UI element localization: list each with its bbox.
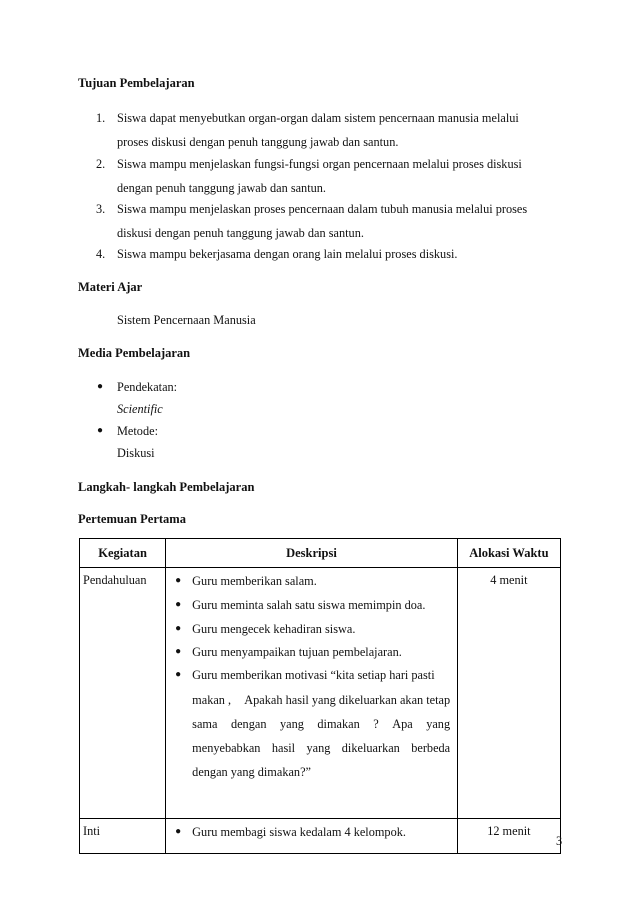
motivasi-word: sama <box>192 717 218 731</box>
motivasi-word: hasil <box>271 741 296 755</box>
motivasi-word: dikeluarkan <box>341 741 400 755</box>
kegiatan-cell <box>80 819 166 854</box>
pertemuan-heading: Pertemuan Pertama <box>78 512 186 526</box>
motivasi-word: yang <box>306 741 331 755</box>
motivasi-word: yang <box>279 717 304 731</box>
alokasi-inti: 12 menit <box>487 824 531 838</box>
kegiatan-pendahuluan: Pendahuluan <box>83 573 147 587</box>
motivasi-word: dengan <box>230 717 267 731</box>
tujuan-item-1-line-2: proses diskusi dengan penuh tanggung jawab dan santun. <box>117 135 399 149</box>
materi-content: Sistem Pencernaan Manusia <box>117 313 256 327</box>
alokasi-pendahuluan: 4 menit <box>490 573 528 587</box>
motivasi-word: menyebabkan <box>192 741 261 755</box>
table-row <box>80 568 561 819</box>
table-row <box>80 819 561 854</box>
motivasi-line-2 <box>192 693 450 708</box>
tujuan-item-1-line-1: Siswa dapat menyebutkan organ-organ dalam sistem pencernaan manusia melalui <box>117 111 519 125</box>
tujuan-item-3-line-1: Siswa mampu menjelaskan proses pencernaan dalam tubuh manusia melalui proses <box>117 202 528 216</box>
motivasi-word: dimakan <box>317 717 360 731</box>
media-item-2-label: Metode: <box>117 424 158 438</box>
bullet-icon: ● <box>175 826 182 837</box>
header-alokasi-waktu: Alokasi Waktu <box>457 539 560 568</box>
deskripsi-inti-bullet-1: Guru membagi siswa kedalam 4 kelompok. <box>192 825 406 839</box>
motivasi-word: yang <box>426 717 451 731</box>
header-kegiatan: Kegiatan <box>80 539 166 568</box>
tujuan-item-2-number: 2. <box>96 157 106 171</box>
media-item-1-value: Scientific <box>117 402 163 416</box>
header-deskripsi: Deskripsi <box>166 539 458 568</box>
tujuan-item-2-line-1: Siswa mampu menjelaskan fungsi-fungsi organ pencernaan melalui proses diskusi <box>117 157 522 171</box>
deskripsi-bullet-2: Guru meminta salah satu siswa memimpin doa. <box>192 598 426 612</box>
kegiatan-inti: Inti <box>83 824 101 838</box>
deskripsi-bullet-3: Guru mengecek kehadiran siswa. <box>192 622 356 636</box>
tujuan-item-3-line-2: diskusi dengan penuh tanggung jawab dan santun. <box>117 226 364 240</box>
deskripsi-bullet-1: Guru memberikan salam. <box>192 574 317 588</box>
deskripsi-bullet-4: Guru menyampaikan tujuan pembelajaran. <box>192 645 402 659</box>
bullet-icon: ● <box>175 669 182 680</box>
motivasi-word: Apa <box>392 717 413 731</box>
tujuan-item-3-number: 3. <box>96 202 106 216</box>
table-header-row <box>80 539 561 568</box>
alokasi-cell <box>457 819 563 854</box>
langkah-heading: Langkah- langkah Pembelajaran <box>78 480 255 494</box>
bullet-icon: ● <box>175 646 182 657</box>
bullet-icon: ● <box>97 425 104 436</box>
media-item-2-value: Diskusi <box>117 446 155 460</box>
bullet-icon: ● <box>175 575 182 586</box>
deskripsi-cell <box>166 819 458 854</box>
motivasi-line-3 <box>192 717 450 732</box>
tujuan-item-2-line-2: dengan penuh tanggung jawab dan santun. <box>117 181 326 195</box>
motivasi-line-4 <box>192 741 450 756</box>
tujuan-item-1-number: 1. <box>96 111 106 125</box>
media-item-1-label: Pendekatan: <box>117 380 178 394</box>
tujuan-item-4-number: 4. <box>96 247 106 261</box>
deskripsi-cell <box>166 568 458 819</box>
media-heading: Media Pembelajaran <box>78 346 191 360</box>
tujuan-heading: Tujuan Pembelajaran <box>78 76 195 90</box>
motivasi-word: Apakah hasil yang dikeluarkan akan tetap <box>244 693 451 707</box>
bullet-icon: ● <box>175 599 182 610</box>
motivasi-line-5: dengan yang dimakan?” <box>192 765 311 779</box>
motivasi-word: berbeda <box>411 741 451 755</box>
tujuan-item-4-line-1: Siswa mampu bekerjasama dengan orang lain melalui proses diskusi. <box>117 247 458 261</box>
materi-heading: Materi Ajar <box>78 280 143 294</box>
motivasi-word: ? <box>373 717 379 731</box>
bullet-icon: ● <box>175 623 182 634</box>
kegiatan-cell <box>80 568 166 819</box>
page-number: 3 <box>556 834 563 848</box>
alokasi-cell <box>457 568 560 819</box>
lesson-plan-table <box>79 538 561 854</box>
motivasi-word: makan , <box>192 693 232 707</box>
motivasi-line-1: Guru memberikan motivasi “kita setiap hari pasti <box>192 668 435 682</box>
bullet-icon: ● <box>97 381 104 392</box>
